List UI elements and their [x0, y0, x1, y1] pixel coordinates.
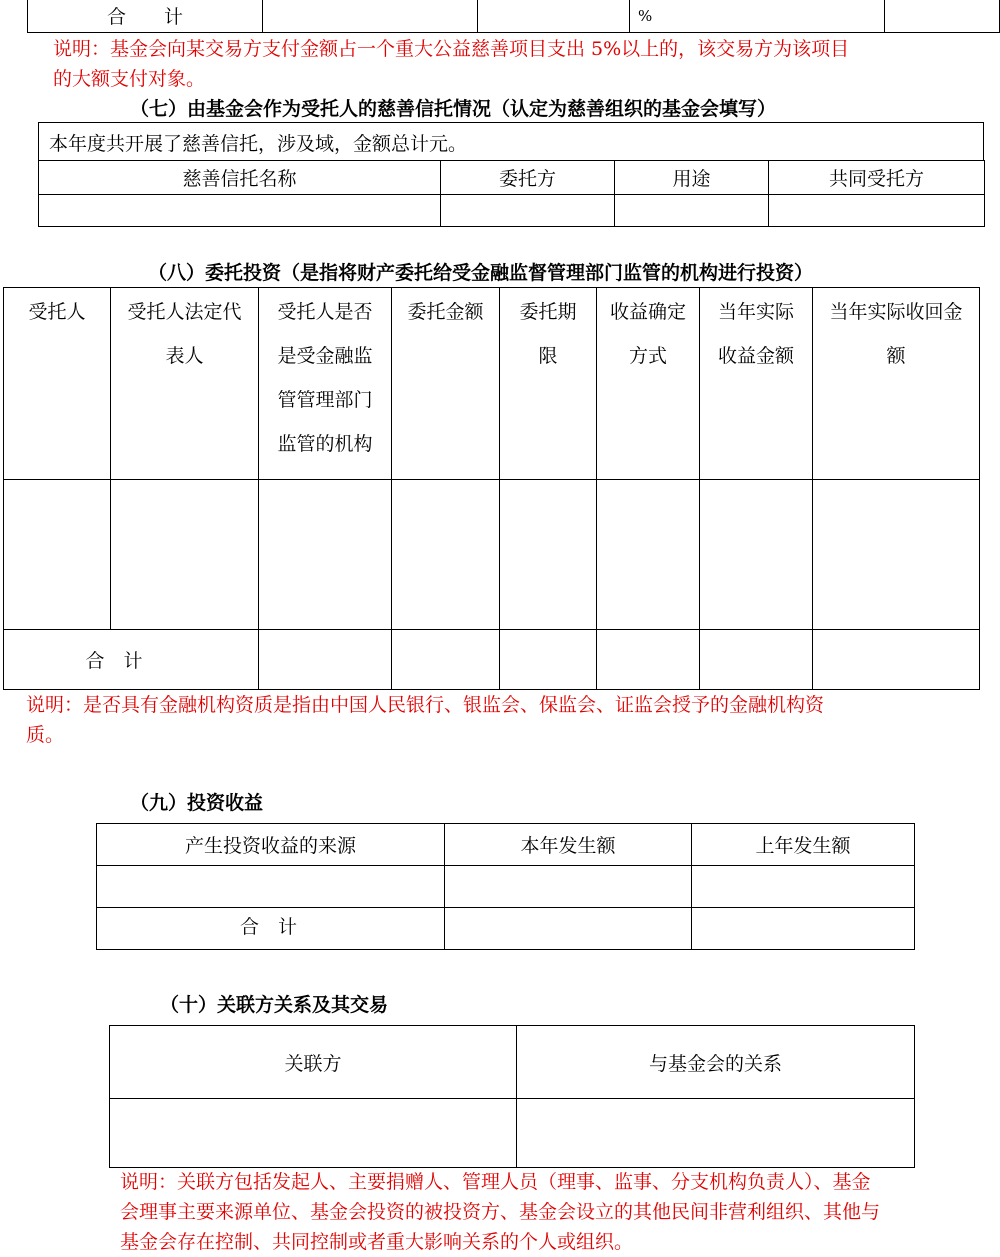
section8-header-recovered: [813, 288, 980, 480]
section7-cell[interactable]: [769, 195, 985, 227]
section8-header-term: [500, 288, 597, 480]
header-line: 表人: [165, 345, 204, 367]
section7-header-trustor: 委托方: [441, 161, 615, 195]
section8-total-label: [4, 630, 259, 690]
section8-table: [3, 287, 980, 690]
section8-total-cell[interactable]: [700, 630, 813, 690]
section9-header-source: 产生投资收益的来源: [97, 824, 445, 866]
section8-header-trustee: [4, 288, 111, 480]
section7-summary-box: [38, 122, 984, 160]
section10-header-relation: 与基金会的关系: [517, 1026, 915, 1099]
section9-total-cell[interactable]: [692, 908, 915, 950]
section7-header-name: 慈善信托名称: [39, 161, 441, 195]
section8-cell[interactable]: [500, 480, 597, 630]
header-line: 额: [886, 345, 906, 367]
section7-header-purpose: 用途: [615, 161, 769, 195]
section8-cell[interactable]: [700, 480, 813, 630]
header-line: 是受金融监: [277, 345, 373, 367]
section8-cell[interactable]: [597, 480, 700, 630]
header-line: 当年实际收回金: [829, 301, 963, 323]
note-related-party: [120, 1167, 940, 1257]
header-line: 受托人是否: [277, 301, 373, 323]
header-line: 受托人: [28, 301, 86, 323]
section8-cell[interactable]: [4, 480, 111, 630]
section9-cell[interactable]: [445, 866, 692, 908]
section7-cell[interactable]: [441, 195, 615, 227]
header-line: 限: [538, 345, 558, 367]
top-total-label: 合 计: [28, 0, 263, 33]
section9-heading: （九）投资收益: [130, 792, 264, 814]
section8-total-cell[interactable]: [597, 630, 700, 690]
header-line: 收益金额: [717, 345, 794, 367]
note-line: 基金会存在控制、共同控制或者重大影响关系的个人或组织。: [120, 1231, 634, 1253]
top-total-table: [27, 0, 1000, 33]
section9-total-cell[interactable]: [445, 908, 692, 950]
section8-header-legal-rep: [111, 288, 259, 480]
note-line: 质。: [26, 724, 65, 746]
section9-header-previous: 上年发生额: [692, 824, 915, 866]
section8-total-cell[interactable]: [813, 630, 980, 690]
section8-cell[interactable]: [111, 480, 259, 630]
top-total-cell[interactable]: [885, 0, 1000, 33]
section9-total-label: [97, 908, 445, 950]
note-line: 说明：基金会向某交易方支付金额占一个重大公益慈善项目支出 5%以上的，该交易方为该项目: [53, 38, 850, 60]
note-line: 说明：关联方包括发起人、主要捐赠人、管理人员（理事、监事、分支机构负责人）、基金: [120, 1171, 871, 1193]
section8-header-income-method: [597, 288, 700, 480]
section7-table: [38, 160, 985, 227]
section7-cell[interactable]: [615, 195, 769, 227]
header-line: 管管理部门: [277, 389, 373, 411]
section8-total-cell[interactable]: [259, 630, 392, 690]
section9-cell[interactable]: [692, 866, 915, 908]
total-label-text: 合 计: [85, 650, 143, 672]
total-label-text: 合 计: [239, 916, 297, 938]
section10-cell[interactable]: [110, 1099, 517, 1168]
section8-cell[interactable]: [813, 480, 980, 630]
section7-header-cotrustee: 共同受托方: [769, 161, 985, 195]
section9-cell[interactable]: [97, 866, 445, 908]
section9-header-current: 本年发生额: [445, 824, 692, 866]
note-large-payment: [53, 34, 953, 94]
header-line: 收益确定: [609, 301, 686, 323]
top-percent-cell[interactable]: %: [630, 0, 885, 33]
section7-cell[interactable]: [39, 195, 441, 227]
header-line: 委托金额: [407, 301, 484, 323]
section8-total-cell[interactable]: [500, 630, 597, 690]
section7-heading: （七）由基金会作为受托人的慈善信托情况（认定为慈善组织的基金会填写）: [130, 98, 777, 120]
note-line: 会理事主要来源单位、基金会投资的被投资方、基金会设立的其他民间非营利组织、其他与: [120, 1201, 881, 1223]
section8-cell[interactable]: [392, 480, 500, 630]
header-line: 监管的机构: [277, 433, 373, 455]
top-total-cell[interactable]: [478, 0, 630, 33]
section10-heading: （十）关联方关系及其交易: [160, 994, 389, 1016]
note-financial-institution: [26, 690, 946, 750]
section10-header-party: 关联方: [110, 1026, 517, 1099]
header-line: 方式: [628, 345, 667, 367]
section8-header-actual-income: [700, 288, 813, 480]
section9-table: [96, 823, 915, 950]
section8-header-amount: [392, 288, 500, 480]
header-line: 受托人法定代: [127, 301, 242, 323]
note-line: 的大额支付对象。: [53, 68, 206, 90]
section7-summary: 本年度共开展了慈善信托，涉及域，金额总计元。: [49, 133, 468, 155]
top-total-cell[interactable]: [263, 0, 478, 33]
section8-cell[interactable]: [259, 480, 392, 630]
section8-total-cell[interactable]: [392, 630, 500, 690]
section10-table: [109, 1025, 915, 1168]
section8-heading: （八）委托投资（是指将财产委托给受金融监督管理部门监管的机构进行投资）: [148, 262, 814, 284]
header-line: 当年实际: [717, 301, 794, 323]
section8-header-regulated: [259, 288, 392, 480]
header-line: 委托期: [519, 301, 577, 323]
note-line: 说明：是否具有金融机构资质是指由中国人民银行、银监会、保监会、证监会授予的金融机构资: [26, 694, 825, 716]
section10-cell[interactable]: [517, 1099, 915, 1168]
